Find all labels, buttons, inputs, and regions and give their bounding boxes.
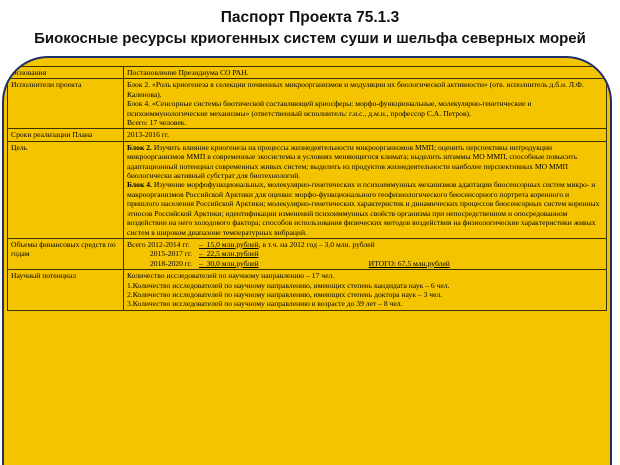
finance-total: ИТОГО: 67,5 млн.рублей: [368, 258, 450, 268]
value-potential: [124, 270, 607, 311]
executors-block2-head: Блок 2.: [127, 80, 151, 90]
executors-total: Всего: 17 человек.: [127, 118, 187, 128]
title-line-1: Паспорт Проекта 75.1.3: [220, 9, 400, 26]
finance-line-3: [127, 259, 603, 268]
finance-period-3: 2018-2020 гг.: [150, 258, 193, 268]
finance-amount-1: – 15,0 млн.рублей: [199, 239, 259, 249]
value-executors: [124, 79, 607, 129]
finance-line-2: [127, 249, 603, 258]
potential-line-4: 3.Количество исследователей по научному направлению в возрасте до 39 лет – 8 чел.: [127, 299, 403, 309]
label-executors: Исполнители проекта: [8, 79, 124, 129]
finance-period-1: Всего 2012-2014 гг.: [127, 239, 190, 249]
executors-block4-text: «Сенсорные системы биотической составляющей криосферы: морфо-функциональные, молекулярно-генетические и психоиммунологические механизмы» (ответственный исполнитель: г.н.с., д.м.н., профессор С.А. Петров).: [127, 99, 532, 118]
title-line-2: Биокосные ресурсы криогенных систем суши и шельфа северных морей: [34, 30, 586, 47]
value-finance: [124, 238, 607, 269]
executors-block4-head: Блок 4.: [127, 99, 151, 109]
passport-panel: [2, 56, 612, 465]
potential-line-3: 2.Количество исследователей по научному направлению, имеющих степень доктора наук – 3 чел.: [127, 289, 443, 299]
slide-title: [0, 8, 620, 48]
goal-block2-head: Блок 2.: [127, 142, 152, 152]
finance-period-2: 2015-2017 гг.: [150, 249, 193, 259]
value-basis: Постановление Президиума СО РАН.: [124, 67, 607, 79]
row-executors: [8, 79, 607, 129]
row-goal: [8, 141, 607, 238]
goal-block4: [127, 180, 603, 236]
finance-note-1: , в т.ч. на 2012 год – 3,0 млн. рублей: [258, 239, 375, 249]
label-finance: Объемы финансовых средств по годам: [8, 238, 124, 269]
passport-table: [7, 66, 607, 311]
row-finance: [8, 238, 607, 269]
goal-block2: [127, 143, 603, 181]
row-period: [8, 129, 607, 141]
executors-block4: [127, 99, 603, 118]
finance-amount-2: – 22,5 млн.рублей: [199, 249, 259, 259]
executors-block2-text: «Роль криогенеза в селекции почвенных микроорганизмов и модуляции их биологической активности» (отв. исполнитель д.б.н. Л.Ф. Каленова).: [127, 80, 584, 99]
potential-line-1: Количество исследователей по научному направлению – 17 чел.: [127, 271, 335, 281]
value-period: 2013-2016 гг.: [124, 129, 607, 141]
label-basis: Основания: [8, 67, 124, 79]
value-goal: [124, 141, 607, 238]
goal-block2-text: Изучить влияние криогенеза на процессы жизнедеятельности микроорганизмов ММП; оценить перспективы интродукции микроорганизмов ММП в современные экосистемы в условиях меняющегося климата; выделить штаммы МО ММП, способные повысить адаптационный потенциал современных живых систем; выделить из продуктов жизнедеятельности наиболее перспективных МО ММП биологически активный субстрат для биотехнологий.: [127, 142, 578, 181]
finance-line-1: [127, 240, 603, 249]
goal-block4-head: Блок 4.: [127, 180, 152, 190]
finance-amount-3: – 30,0 млн.рублей: [199, 258, 259, 268]
potential-line-2: 1.Количество исследователей по научному направлению, имеющих степень кандидата наук – 6 чел.: [127, 280, 450, 290]
row-potential: [8, 270, 607, 311]
label-potential: Научный потенциал: [8, 270, 124, 311]
executors-block2: [127, 80, 603, 99]
label-period: Сроки реализации Плана: [8, 129, 124, 141]
row-basis: [8, 67, 607, 79]
label-goal: Цель: [8, 141, 124, 238]
goal-block4-text: Изучение морфофункциональных, молекулярно-генетических и психоиммунных механизмов адаптации биосенсорных систем микро- и макроорганизмов Российской Арктики для оценки: морфо-функционального геофизиологического биосенсорного портрета коренного и пришлого населения Российской Арктики; молекулярно-генетических характеристик и динамических процессов биосенсорных систем коренных этносов Российской Арктики; идентификации изменений психоиммунных свойств организма при непосредственном и опосредованном воздействии на него холодового фактора; способов использования физических методов воздействия на физиологические характеристики живых систем в широком диапазоне температурных вибраций.: [127, 180, 600, 237]
